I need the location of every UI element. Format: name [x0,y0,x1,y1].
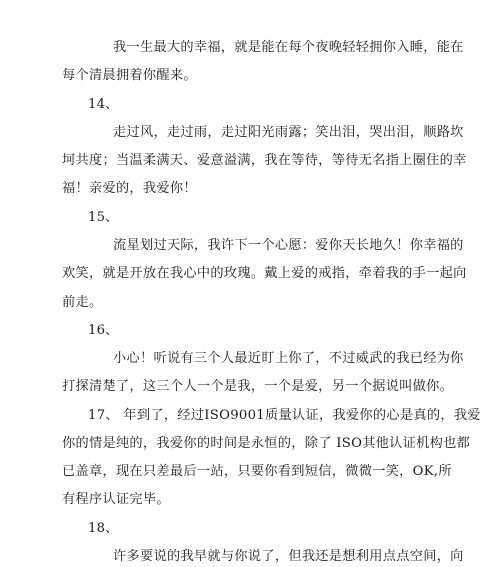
text-line: 打探清楚了，这三个人一个是我，一个是爱，另一个据说叫做你。 [62,379,454,394]
text-line: 欢笑，就是开放在我心中的玫瑰。戴上爱的戒指，牵着我的手一起向 [62,266,467,281]
text-line: 17、 年到了，经过ISO9001质量认证，我爱你的心是真的，我爱 [88,408,481,423]
section-number: 14、 [88,97,119,112]
text-line: 你的情是纯的，我爱你的时间是永恒的，除了 ISO其他认证机构也都 [62,436,471,451]
text-line: 前走。 [62,295,103,310]
text-line: 已盖章，现在只差最后一站，只要你看到短信，微微一笑，OK,所 [62,464,452,479]
section-number: 15、 [88,210,119,225]
text-line: 流星划过天际，我许下一个心愿：爱你天长地久！你幸福的 [113,238,464,253]
text-line: 每个清晨拥着你醒来。 [62,68,197,83]
text-line: 走过风，走过雨，走过阳光雨露；笑出泪，哭出泪，顺路坎 [113,125,464,140]
section-number: 18、 [88,521,119,536]
text-line: 有程序认证完毕。 [62,492,170,507]
text-line: 福！亲爱的，我爱你！ [62,181,197,196]
text-line: 我一生最大的幸福，就是能在每个夜晚轻轻拥你入睡，能在 [113,40,464,55]
text-line: 坷共度；当温柔满天、爱意溢满，我在等待，等待无名指上圈住的幸 [62,153,467,168]
text-line: 许多要说的我早就与你说了，但我还是想利用点点空间，向 [113,549,464,564]
text-line: 小心！听说有三个人最近盯上你了，不过威武的我已经为你 [113,351,464,366]
section-number: 16、 [88,323,119,338]
